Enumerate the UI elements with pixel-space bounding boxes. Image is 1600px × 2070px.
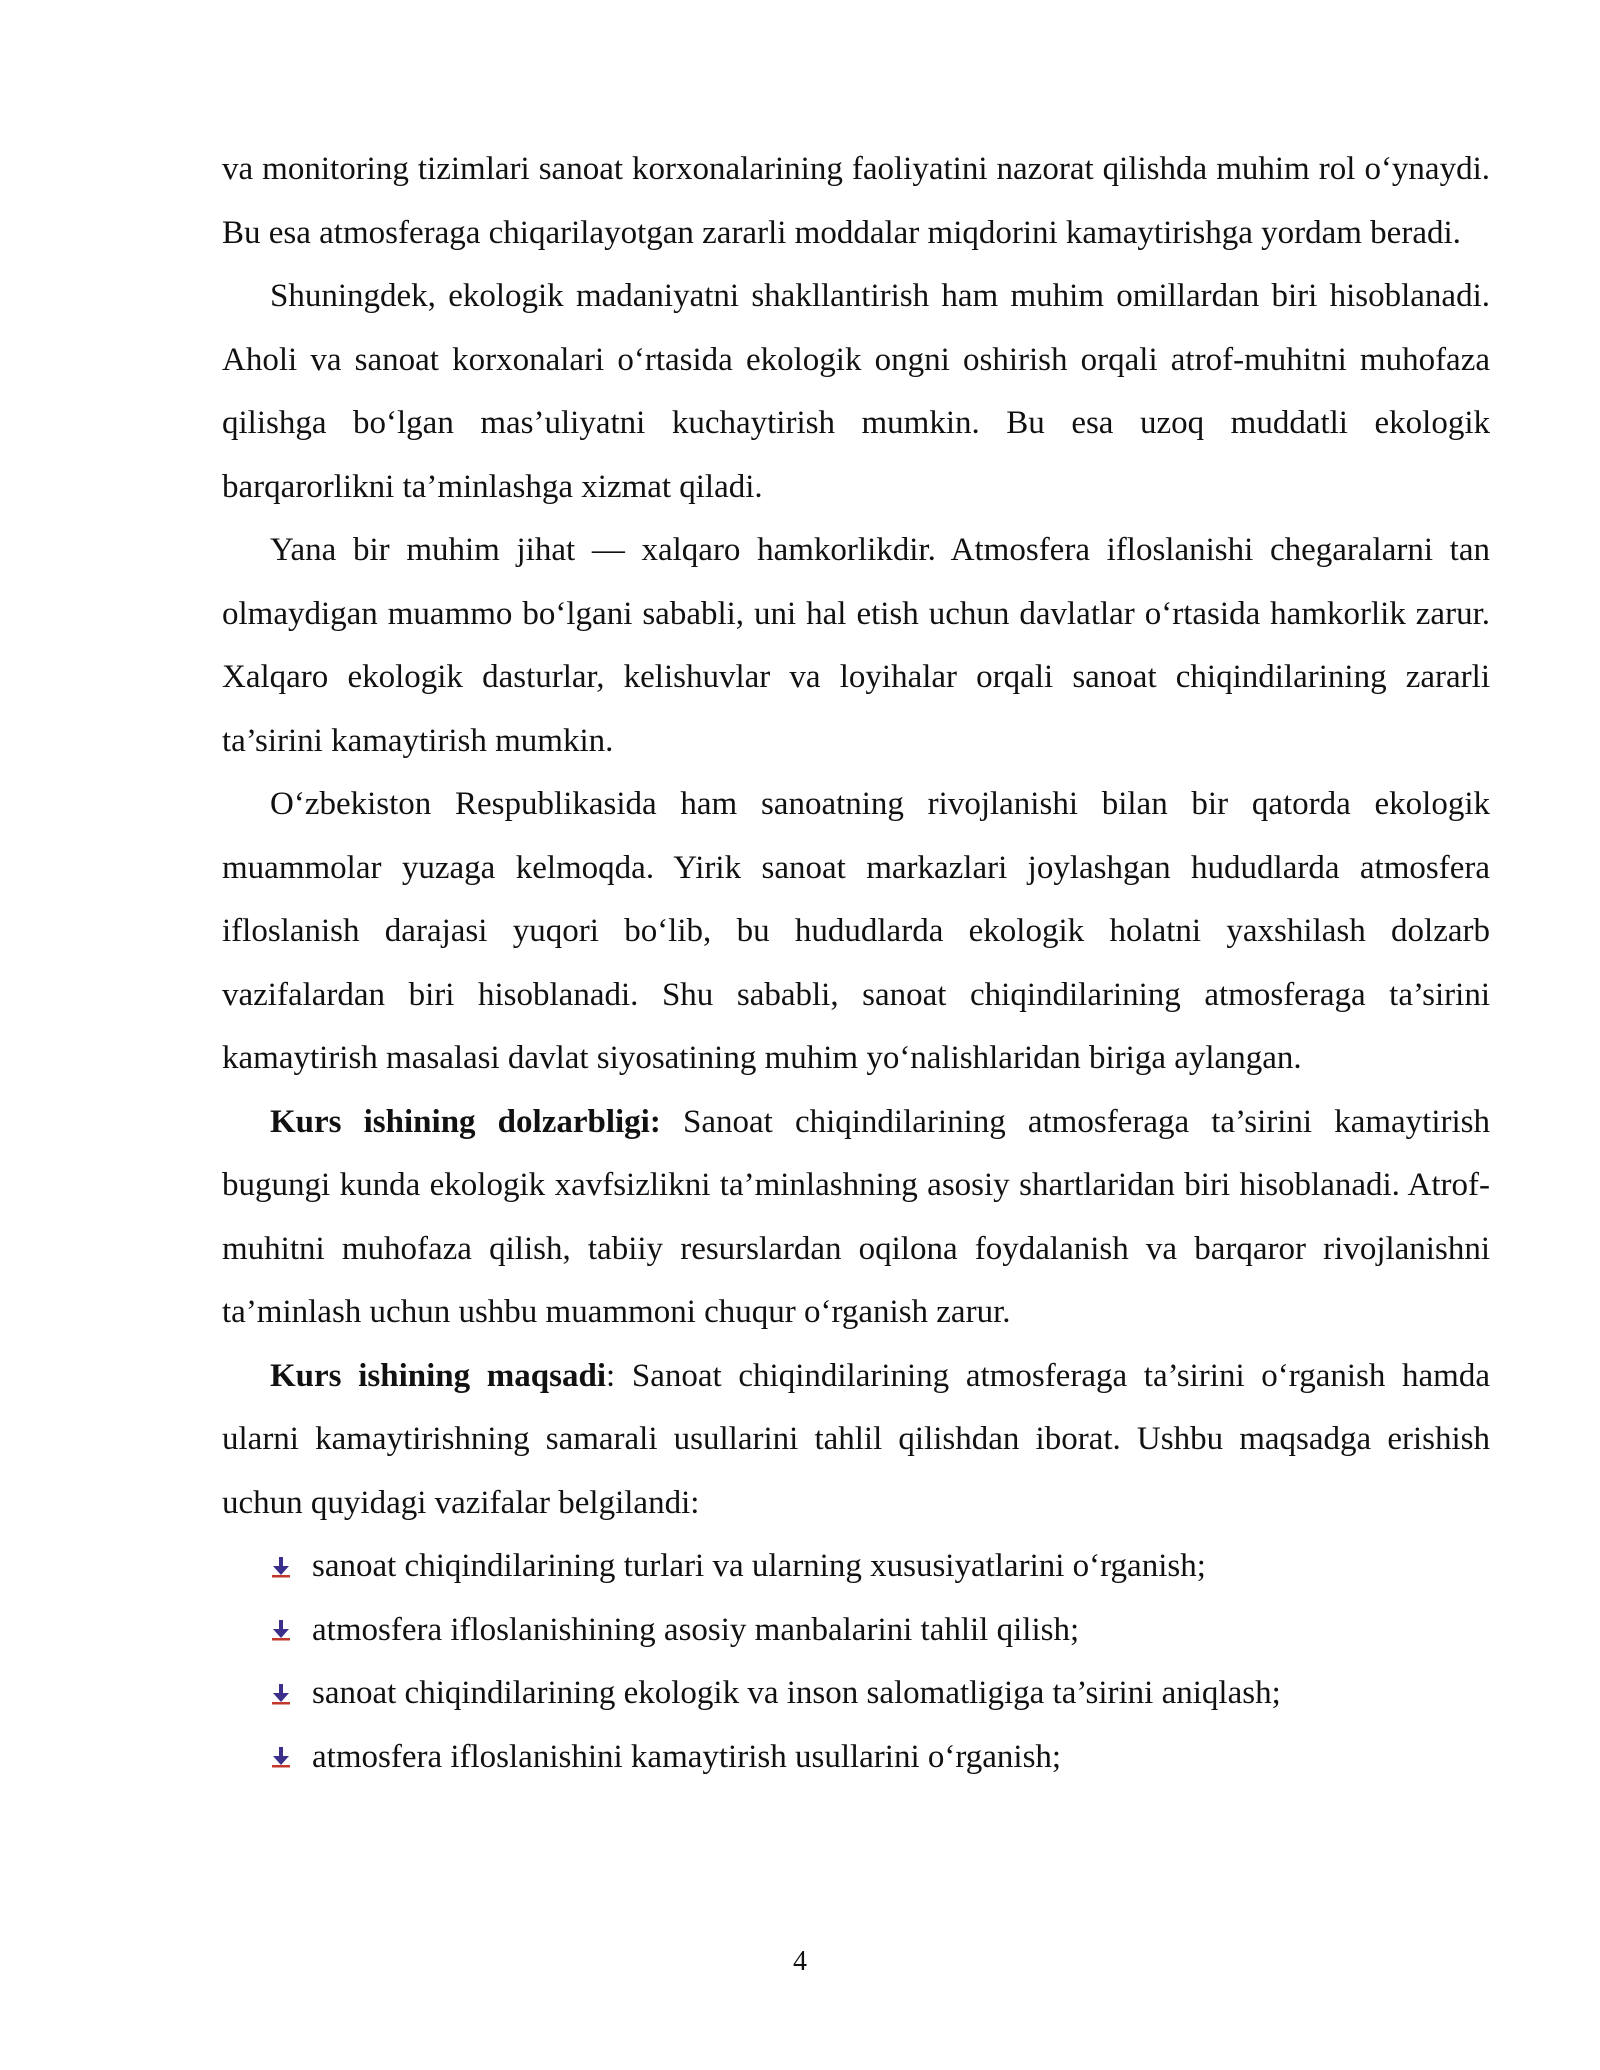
down-arrow-icon [270,1556,292,1578]
paragraph-text: Shuningdek, ekologik madaniyatni shakllantirish ham muhim omillardan biri hisoblanadi. Aholi va sanoat korxonalari o‘rtasida ekologik ongni oshirish orqali atrof-muhitni muhofaza qilishga bo‘lgan mas’uliyatni kuchaytirish mumkin. Bu esa uzoq muddatli ekologik barqarorlikni ta’minlashga xizmat qiladi. [222,278,1490,505]
paragraph-goal [222,1345,1490,1536]
list-item [270,1599,1490,1663]
list-item [270,1726,1490,1790]
paragraph-relevance [222,1091,1490,1345]
paragraph-text: Sanoat chiqindilarining atmosferaga ta’sirini kamaytirish bugungi kunda ekologik xavfsizlikni ta’minlashning asosiy shartlaridan biri hisoblanadi. Atrof-muhitni muhofaza qilish, tabiiy resurslardan oqilona foydalanish va barqaror rivojlanishni ta’minlash uchun ushbu muammoni chuqur o‘rganish zarur. [222,1103,1490,1330]
paragraph-text: va monitoring tizimlari sanoat korxonalarining faoliyatini nazorat qilishda muhim rol o‘ynaydi. Bu esa atmosferaga chiqarilayotgan zararli moddalar miqdorini kamaytirishga yordam beradi. [222,151,1490,251]
list-item-text: atmosfera ifloslanishining asosiy manbalarini tahlil qilish; [312,1611,1080,1648]
page-number: 4 [793,1946,807,1977]
relevance-heading: Kurs ishining dolzarbligi: [270,1103,661,1140]
down-arrow-icon [270,1683,292,1705]
list-item-text: sanoat chiqindilarining turlari va ularning xususiyatlarini o‘rganish; [312,1548,1206,1584]
paragraph-ecological-culture [222,265,1490,519]
list-item [270,1535,1490,1599]
list-item-text: atmosfera ifloslanishini kamaytirish usullarini o‘rganish; [312,1738,1062,1775]
paragraph-international-cooperation [222,519,1490,773]
paragraph-uzbekistan [222,773,1490,1091]
document-page [222,138,1490,1789]
task-list [222,1535,1490,1789]
paragraph-text: Yana bir muhim jihat — xalqaro hamkorlikdir. Atmosfera ifloslanishi chegaralarni tan olmaydigan muammo bo‘lgani sababli, uni hal etish uchun davlatlar o‘rtasida hamkorlik zarur. Xalqaro ekologik dasturlar, kelishuvlar va loyihalar orqali sanoat chiqindilarining zararli ta’sirini kamaytirish mumkin. [222,532,1490,759]
paragraph-text: O‘zbekiston Respublikasida ham sanoatning rivojlanishi bilan bir qatorda ekologik muammolar yuzaga kelmoqda. Yirik sanoat markazlari joylashgan hududlarda atmosfera ifloslanish darajasi yuqori bo‘lib, bu hududlarda ekologik holatni yaxshilash dolzarb vazifalardan biri hisoblanadi. Shu sababli, sanoat chiqindilarining atmosferaga ta’sirini kamaytirish masalasi davlat siyosatining muhim yo‘nalishlaridan biriga aylangan. [222,786,1490,1076]
down-arrow-icon [270,1619,292,1641]
paragraph-monitoring [222,138,1490,265]
list-item-text: sanoat chiqindilarining ekologik va inson salomatligiga ta’sirini aniqlash; [312,1675,1281,1711]
paragraph-text: : Sanoat chiqindilarining atmosferaga ta’sirini o‘rganish hamda ularni kamaytirishning samarali usullarini tahlil qilishdan iborat. Ushbu maqsadga erishish uchun quyidagi vazifalar belgilandi: [222,1357,1490,1521]
goal-heading: Kurs ishining maqsadi [270,1357,607,1394]
list-item [270,1662,1490,1726]
down-arrow-icon [270,1746,292,1768]
